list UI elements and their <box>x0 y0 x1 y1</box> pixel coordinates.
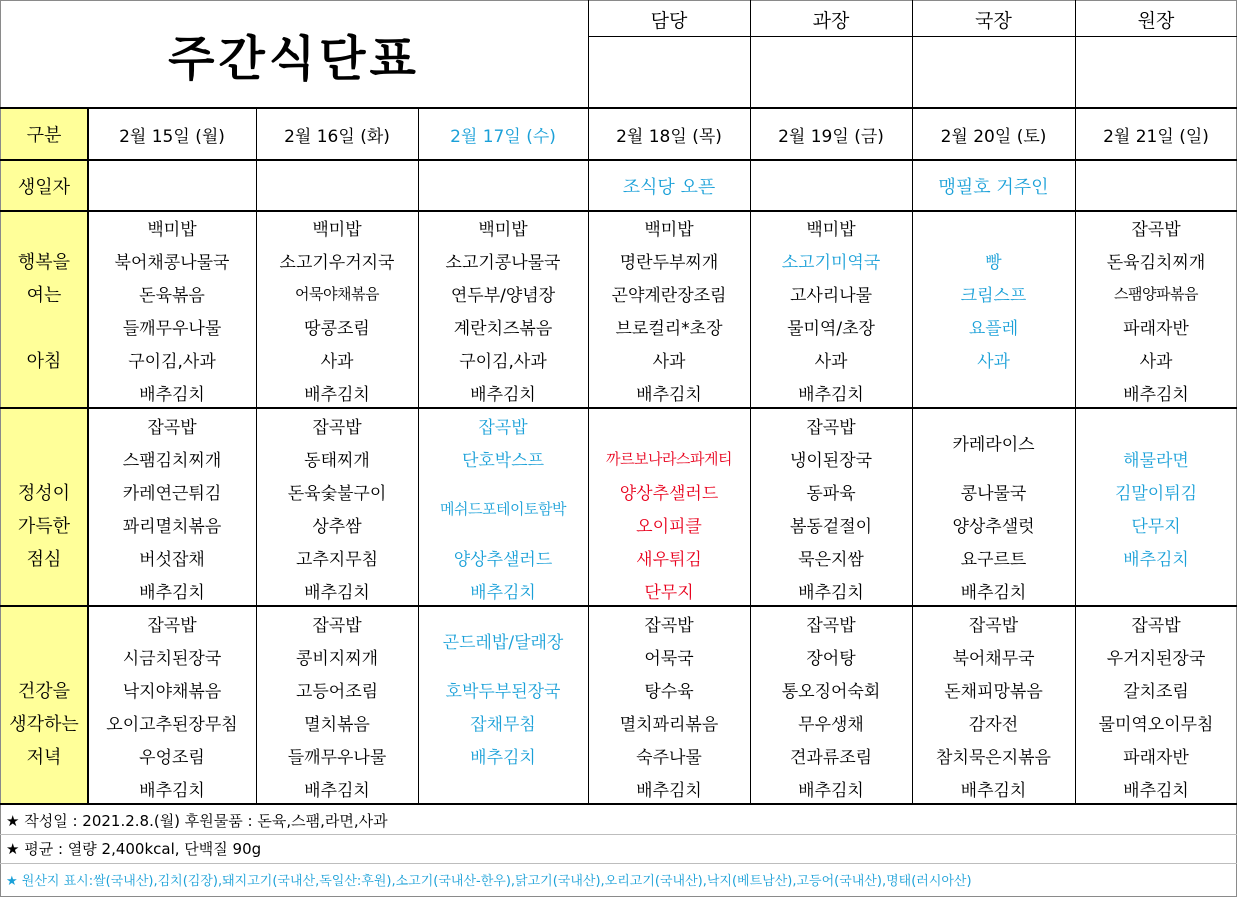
menu-item: 요플레 <box>968 319 1019 339</box>
menu-item: 어묵야채볶음 <box>295 285 379 303</box>
footer-written-date: ★ 작성일 : 2021.2.8.(월) 후원물품 : 돈육,스팸,라면,사과 <box>6 811 388 830</box>
menu-item: 사과 <box>320 352 354 372</box>
menu-item: 북어채무국 <box>952 649 1035 669</box>
menu-item: 배추김치 <box>798 780 864 801</box>
menu-item: 까르보나라스파게티 <box>606 450 732 468</box>
date-fri: 2월 19일 (금) <box>778 126 884 147</box>
menu-item: 무우생채 <box>798 715 864 735</box>
menu-item: 물미역오이무침 <box>1098 715 1214 735</box>
date-tue: 2월 16일 (화) <box>284 126 390 147</box>
menu-item: 사과 <box>814 352 848 372</box>
breakfast-label-1: 행복을 <box>17 251 71 273</box>
menu-item: 배추김치 <box>139 780 205 801</box>
dinner-label-1: 건강을 <box>17 680 71 702</box>
menu-item: 곤드레밥/달래장 <box>442 632 564 653</box>
menu-item: 우거지된장국 <box>1106 649 1206 669</box>
menu-item: 사과 <box>977 352 1010 372</box>
menu-item: 잡곡밥 <box>147 616 197 636</box>
menu-item: 들깨무우나물 <box>122 319 222 339</box>
menu-item: 단호박스프 <box>461 451 545 471</box>
menu-item: 크림스프 <box>960 286 1027 306</box>
menu-item: 사과 <box>1139 352 1173 372</box>
menu-item: 해물라면 <box>1123 451 1189 471</box>
menu-item: 멸치꽈리볶음 <box>619 715 719 735</box>
menu-item: 묵은지쌈 <box>798 550 864 570</box>
menu-item: 사과 <box>652 352 686 372</box>
birthday-thu: 조식당 오픈 <box>622 176 716 198</box>
birthday-sun <box>1075 160 1237 211</box>
menu-item: 고등어조림 <box>295 682 379 702</box>
menu-item: 호박두부된장국 <box>445 682 561 702</box>
menu-item: 배추김치 <box>1123 780 1189 801</box>
dinner-label-3: 저녁 <box>26 746 62 768</box>
menu-item: 동태찌개 <box>304 451 370 471</box>
birthday-label: 생일자 <box>17 176 71 198</box>
date-wed: 2월 17일 (수) <box>450 126 556 147</box>
menu-item: 백미밥 <box>147 220 197 240</box>
menu-item: 백미밥 <box>478 220 528 240</box>
menu-item: 잡곡밥 <box>312 616 362 636</box>
menu-item: 배추김치 <box>1123 384 1189 405</box>
menu-item: 단무지 <box>1131 517 1181 537</box>
menu-item: 카레라이스 <box>952 434 1035 455</box>
menu-item: 물미역/초장 <box>787 319 875 339</box>
menu-item: 명란두부찌개 <box>619 253 719 273</box>
menu-item: 배추김치 <box>304 384 370 405</box>
header-label: 구분 <box>26 125 62 146</box>
menu-item: 소고기미역국 <box>781 253 881 273</box>
menu-item: 파래자반 <box>1123 748 1189 768</box>
menu-item: 탕수육 <box>644 682 694 702</box>
menu-item: 카레연근튀김 <box>122 484 222 504</box>
footer-origin-info: ★ 원산지 표시:쌀(국내산),김치(김장),돼지고기(국내산,독일산:후원),소고기(국내산-한우),닭고기(국내산),오리고기(국내산),낙지(베트남산),고등어(국내산),명태(러시아산) <box>6 873 972 889</box>
menu-item: 소고기우거지국 <box>279 253 395 273</box>
menu-item: 돈육볶음 <box>139 286 205 306</box>
menu-item: 배추김치 <box>470 384 536 405</box>
menu-item: 배추김치 <box>636 384 702 405</box>
menu-item: 잡곡밥 <box>147 418 197 438</box>
menu-item: 고사리나물 <box>789 286 873 306</box>
menu-item: 잡곡밥 <box>312 418 362 438</box>
menu-item: 낙지야채볶음 <box>122 682 222 702</box>
menu-item: 배추김치 <box>470 582 536 603</box>
menu-item: 계란치즈볶음 <box>453 319 553 339</box>
menu-item: 배추김치 <box>798 384 864 405</box>
menu-item: 들깨무우나물 <box>287 748 387 768</box>
menu-item: 동파육 <box>806 484 856 504</box>
lunch-label-2: 가득한 <box>17 515 71 537</box>
menu-item: 잡곡밥 <box>1131 616 1181 636</box>
menu-item: 배추김치 <box>139 384 205 405</box>
lunch-label-3: 점심 <box>26 548 62 570</box>
menu-item: 상추쌈 <box>312 517 362 537</box>
menu-item: 배추김치 <box>960 780 1027 801</box>
birthday-fri <box>750 160 912 211</box>
birthday-tue <box>256 160 418 211</box>
breakfast-label-2: 여는 <box>26 284 62 306</box>
menu-item: 갈치조림 <box>1123 682 1189 702</box>
menu-item: 양상추샐럿 <box>952 517 1035 537</box>
menu-item: 양상추샐러드 <box>453 550 553 570</box>
menu-item: 양상추샐러드 <box>619 484 719 504</box>
menu-item: 콩나물국 <box>960 484 1027 504</box>
menu-item: 구이김,사과 <box>128 352 216 372</box>
menu-item: 배추김치 <box>1123 550 1189 570</box>
menu-item: 배추김치 <box>960 582 1027 603</box>
menu-item: 요구르트 <box>960 550 1027 570</box>
menu-item: 돈채피망볶음 <box>944 682 1043 702</box>
menu-item: 단무지 <box>644 582 694 603</box>
menu-item: 빵 <box>985 253 1002 273</box>
menu-item: 스팸김치찌개 <box>122 451 222 471</box>
menu-item: 배추김치 <box>470 748 536 768</box>
lunch-label-1: 정성이 <box>17 482 71 504</box>
breakfast-label-4: 아침 <box>26 350 62 372</box>
approval-label-4: 원장 <box>1137 9 1175 32</box>
menu-item: 어묵국 <box>644 649 694 669</box>
menu-item: 봄동겉절이 <box>789 517 873 537</box>
date-sun: 2월 21일 (일) <box>1103 126 1209 147</box>
menu-item: 백미밥 <box>312 220 362 240</box>
date-mon: 2월 15일 (월) <box>119 126 225 147</box>
menu-item: 숙주나물 <box>636 748 702 768</box>
menu-item: 배추김치 <box>304 780 370 801</box>
menu-item: 우엉조림 <box>139 748 205 768</box>
dinner-label-2: 생각하는 <box>9 713 79 735</box>
menu-item: 고추지무침 <box>295 550 379 570</box>
page-title: 주간식단표 <box>168 30 420 87</box>
menu-item: 배추김치 <box>798 582 864 603</box>
menu-item: 스팸양파볶음 <box>1114 285 1198 303</box>
menu-item: 소고기콩나물국 <box>445 253 561 273</box>
menu-item: 배추김치 <box>636 780 702 801</box>
menu-item: 꽈리멸치볶음 <box>122 517 222 537</box>
menu-item: 돈육김치찌개 <box>1106 253 1206 273</box>
menu-item: 냉이된장국 <box>789 451 873 471</box>
birthday-wed <box>418 160 588 211</box>
menu-item: 구이김,사과 <box>459 352 547 372</box>
menu-item: 감자전 <box>968 715 1019 735</box>
menu-item: 통오징어숙회 <box>781 682 881 702</box>
menu-item: 백미밥 <box>644 220 694 240</box>
date-sat: 2월 20일 (토) <box>940 126 1047 147</box>
date-thu: 2월 18일 (목) <box>616 126 722 147</box>
menu-item: 배추김치 <box>139 582 205 603</box>
menu-item: 오이피클 <box>636 517 702 537</box>
menu-item: 오이고추된장무침 <box>106 715 238 735</box>
approval-label-2: 과장 <box>812 9 850 32</box>
menu-item: 잡곡밥 <box>478 418 528 438</box>
birthday-mon <box>88 160 256 211</box>
menu-item: 잡곡밥 <box>806 616 856 636</box>
menu-item: 땅콩조림 <box>304 319 370 339</box>
menu-item: 돈육숯불구이 <box>287 484 387 504</box>
footer-nutrition-average: ★ 평균 : 열량 2,400kcal, 단백질 90g <box>6 839 262 858</box>
menu-item: 잡곡밥 <box>644 616 694 636</box>
menu-item: 새우튀김 <box>636 550 702 570</box>
menu-item: 북어채콩나물국 <box>114 253 230 273</box>
menu-item: 멸치볶음 <box>304 715 370 735</box>
menu-item: 잡곡밥 <box>806 418 856 438</box>
menu-item: 곤약계란장조림 <box>611 286 727 306</box>
birthday-sat: 맹필호 거주인 <box>938 176 1049 198</box>
menu-item: 메쉬드포테이토함박 <box>440 499 566 518</box>
menu-item: 잡채무침 <box>470 715 536 735</box>
menu-item: 김말이튀김 <box>1114 484 1198 504</box>
menu-item: 백미밥 <box>806 220 856 240</box>
menu-item: 배추김치 <box>304 582 370 603</box>
menu-item: 견과류조림 <box>789 748 873 768</box>
menu-item: 시금치된장국 <box>122 649 222 669</box>
menu-item: 연두부/양념장 <box>450 286 556 306</box>
menu-item: 버섯잡채 <box>139 550 205 570</box>
approval-label-3: 국장 <box>975 9 1012 32</box>
menu-item: 잡곡밥 <box>968 616 1019 636</box>
menu-item: 콩비지찌개 <box>295 649 379 669</box>
menu-item: 브로컬리*초장 <box>615 319 723 339</box>
menu-item: 파래자반 <box>1123 319 1189 339</box>
approval-label-1: 담당 <box>650 9 688 32</box>
menu-item: 장어탕 <box>806 649 856 669</box>
menu-item: 참치묵은지볶음 <box>936 748 1051 768</box>
menu-item: 잡곡밥 <box>1131 220 1181 240</box>
